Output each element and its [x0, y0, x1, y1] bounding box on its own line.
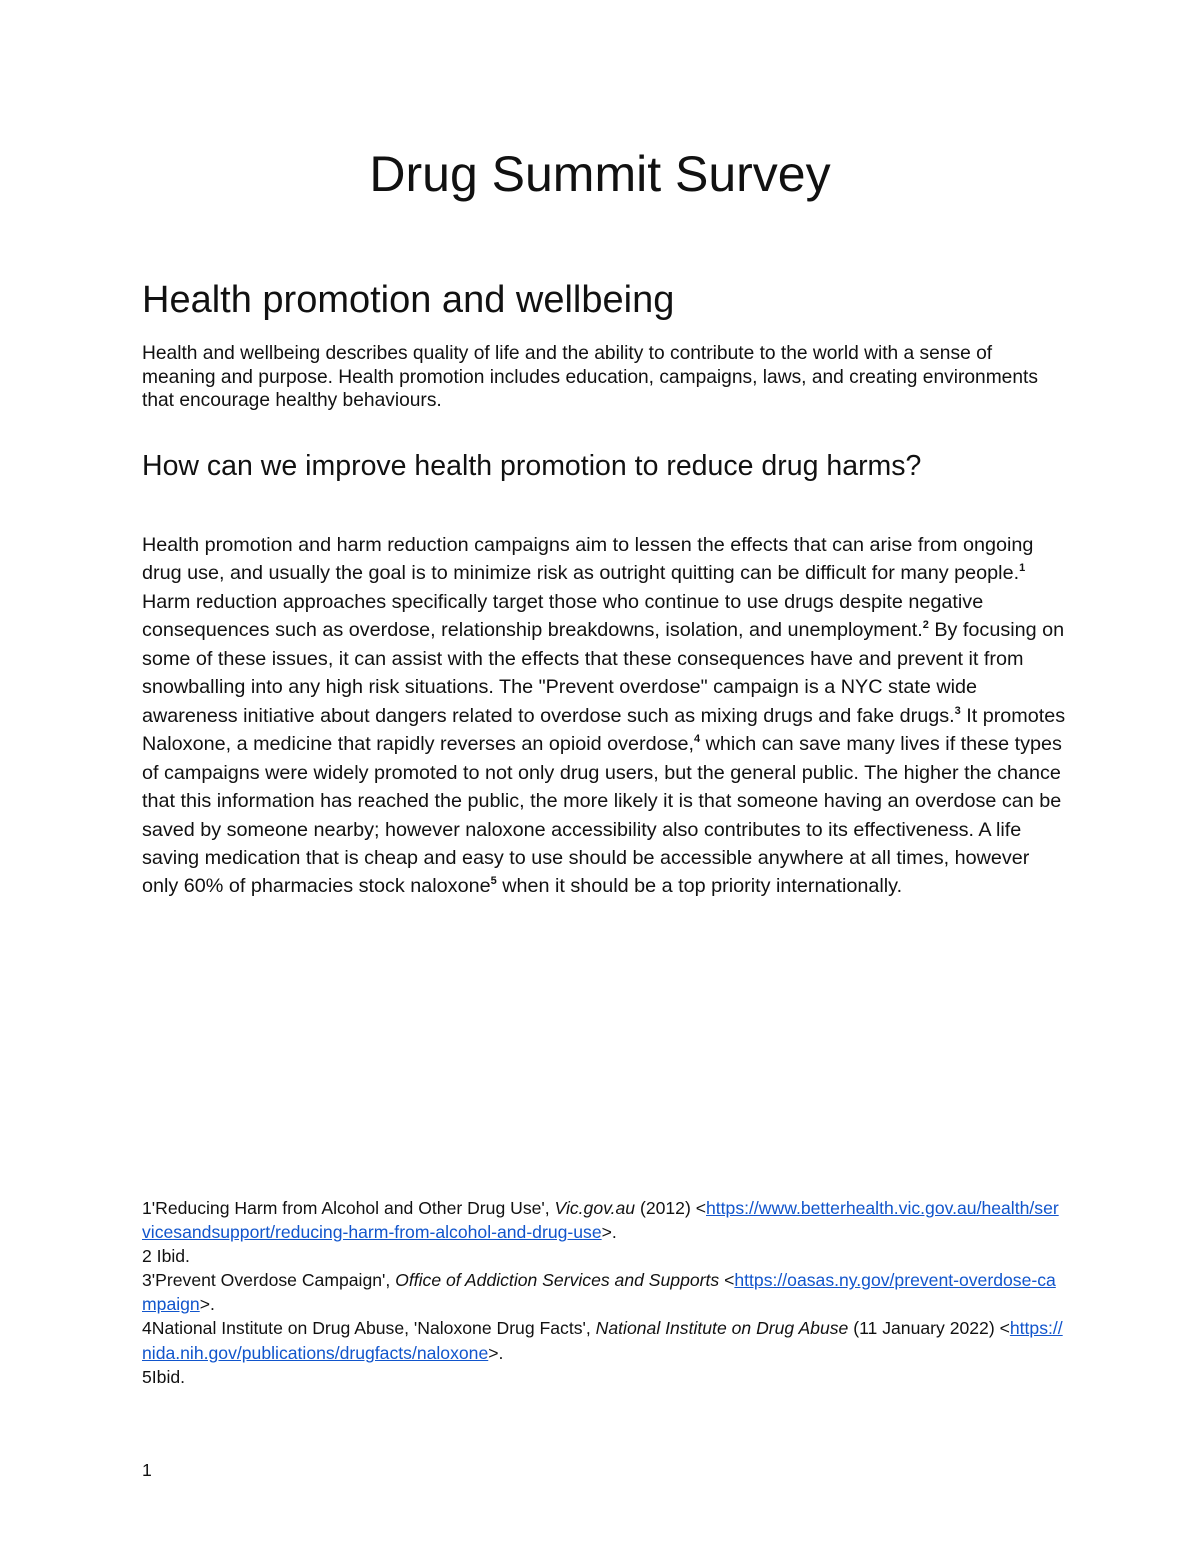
footnote-text: (2012) <: [635, 1198, 706, 1218]
body-text-part: which can save many lives if these types of campaigns were widely promoted to not only drug users, but the general public. The higher the chance that this information has reached the public, the more likely it is that someone having an overdose can be saved by someone nearby; however naloxone accessibility also contributes to its effectiveness. A life saving medication that is cheap and easy to use should be accessible anywhere at all times, however only 60% of pharmacies stock naloxone: [142, 733, 1062, 898]
body-text-part: Health promotion and harm reduction campaigns aim to lessen the effects that can arise from ongoing drug use, and usually the goal is to minimize risk as outright quitting can be difficult for many people.: [142, 534, 1034, 585]
footnote-number: 1: [142, 1198, 152, 1218]
footnote-source: National Institute on Drug Abuse: [595, 1318, 849, 1339]
footnote-text: Ibid.: [151, 1246, 190, 1267]
footnote-number: 4: [142, 1318, 152, 1339]
footnote-1: [142, 1196, 1067, 1244]
footnote-2: [142, 1244, 1067, 1268]
footnote-number: 2: [142, 1246, 152, 1267]
body-paragraph: [142, 531, 1070, 901]
footnote-5: [142, 1365, 1067, 1389]
footnote-text: Ibid.: [151, 1366, 186, 1387]
footnote-number: 5: [142, 1366, 152, 1387]
footnotes-section: [142, 1196, 1067, 1389]
footnote-text: (11 January 2022) <: [848, 1318, 1010, 1339]
footnote-text: >.: [488, 1342, 504, 1363]
footnote-text: >.: [601, 1222, 617, 1243]
footnote-ref-5[interactable]: 5: [490, 875, 497, 888]
footnote-ref-1[interactable]: 1: [1019, 562, 1026, 575]
footnote-link[interactable]: https://oasas.ny.gov/prevent-overdose-campaign: [142, 1270, 1056, 1315]
intro-paragraph: Health and wellbeing describes quality of life and the ability to contribute to the world with a sense of meaning and purpose. Health promotion includes education, campaigns, laws, and creating environments that encourage healthy behaviours.: [142, 343, 1038, 411]
body-text-part: when it should be a top priority internationally.: [496, 875, 903, 898]
page-number: 1: [142, 1460, 152, 1480]
footnote-link[interactable]: https://www.betterhealth.vic.gov.au/health/servicesandsupport/reducing-harm-from-alcohol-and-drug-use: [142, 1198, 1059, 1243]
body-text-part: By focusing on some of these issues, it can assist with the effects that these consequences have and prevent it from snowballing into any high risk situations. The "Prevent overdose" campaign is a NYC state wide awareness initiative about dangers related to overdose such as mixing drugs and fake drugs.: [142, 619, 1065, 727]
footnote-text: >.: [199, 1294, 215, 1315]
footnote-text: National Institute on Drug Abuse, 'Naloxone Drug Facts',: [151, 1318, 596, 1339]
footnote-text: 'Reducing Harm from Alcohol and Other Drug Use',: [151, 1198, 555, 1218]
footnote-number: 3: [142, 1270, 152, 1291]
body-text-part: It promotes Naloxone, a medicine that rapidly reverses an opioid overdose,: [142, 704, 1066, 756]
footnote-source: Office of Addiction Services and Supports: [395, 1270, 720, 1291]
footnote-text: 'Prevent Overdose Campaign',: [151, 1270, 396, 1291]
section-heading: Health promotion and wellbeing: [142, 279, 675, 321]
body-text-part: Harm reduction approaches specifically target those who continue to use drugs despite negative consequences such as overdose, relationship breakdowns, isolation, and unemployment.: [142, 590, 984, 642]
footnote-3: [142, 1268, 1067, 1316]
footnote-4: [142, 1316, 1067, 1364]
footnote-ref-2[interactable]: 2: [922, 619, 929, 632]
footnote-ref-3[interactable]: 3: [954, 704, 961, 717]
footnote-link[interactable]: https://nida.nih.gov/publications/drugfacts/naloxone: [142, 1318, 1063, 1363]
document-title: Drug Summit Survey: [369, 146, 831, 202]
question-heading: How can we improve health promotion to reduce drug harms?: [142, 450, 922, 482]
footnote-source: Vic.gov.au: [554, 1198, 636, 1218]
footnote-ref-4[interactable]: 4: [694, 733, 701, 746]
footnote-text: <: [719, 1270, 735, 1291]
